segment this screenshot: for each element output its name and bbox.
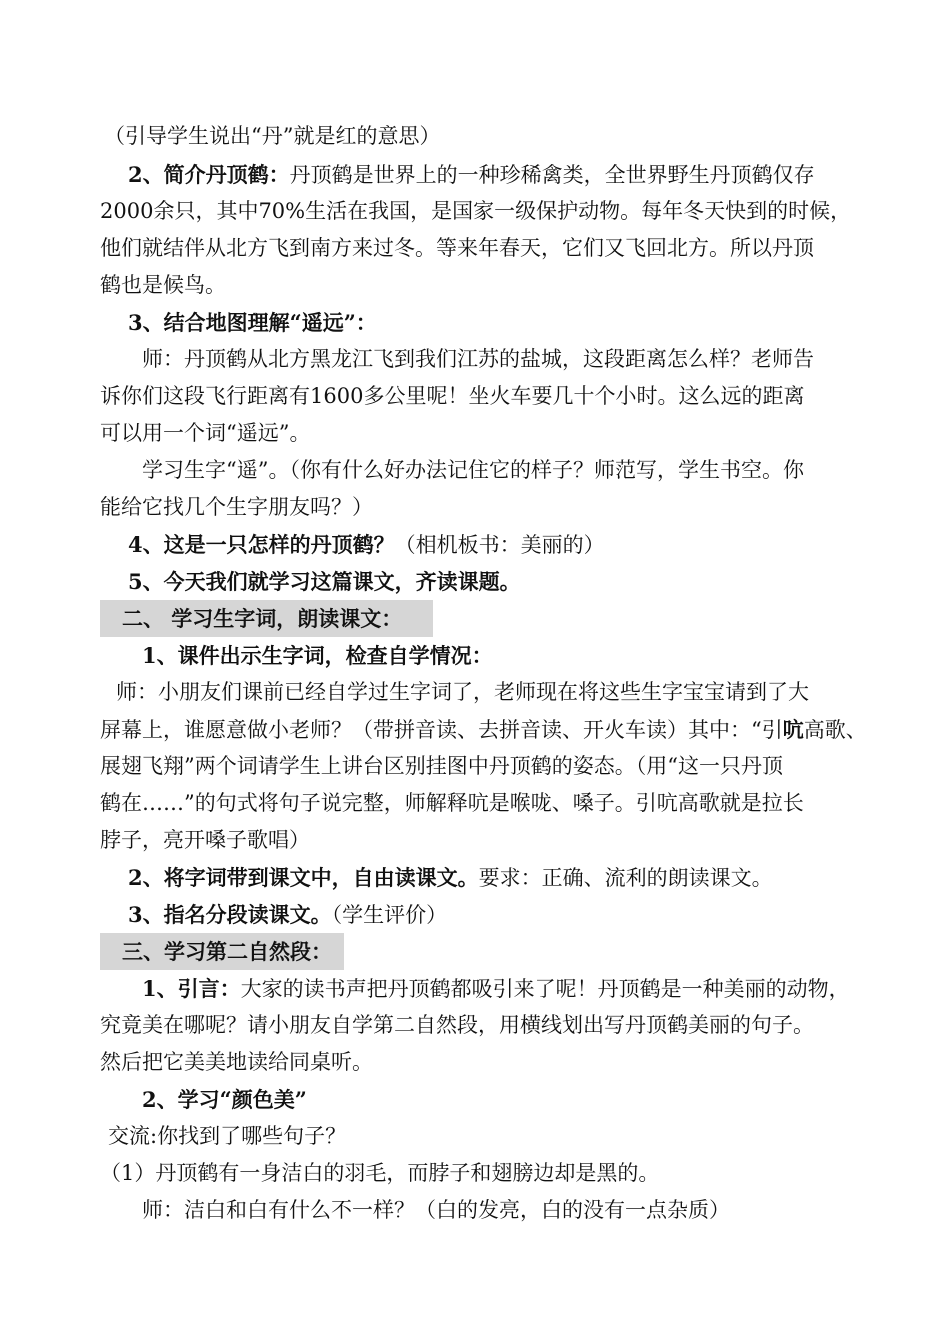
item-heading: 3、指名分段读课文。 — [128, 902, 332, 927]
paragraph-line: 展翅飞翔”两个词请学生上讲台区别挂图中丹顶鹤的姿态。（用“这一只丹顶 — [100, 754, 783, 778]
section-heading-3: 三、学习第二自然段： — [100, 933, 344, 970]
paragraph-line: 然后把它美美地读给同桌听。 — [100, 1050, 373, 1074]
item-heading: 2、简介丹顶鹤： — [128, 162, 290, 187]
item-heading: 4、这是一只怎样的丹顶鹤？ — [128, 532, 395, 557]
paragraph-line: 诉你们这段飞行距离有1600多公里呢！坐火车要几十个小时。这么远的距离 — [100, 384, 805, 408]
section-item-1: 1、引言：大家的读书声把丹顶鹤都吸引来了呢！丹顶鹤是一种美丽的动物， — [142, 976, 850, 1001]
paragraph-line: 他们就结伴从北方飞到南方来过冬。等来年春天，它们又飞回北方。所以丹顶 — [100, 236, 814, 260]
section-item-2: 2、学习“颜色美” — [142, 1087, 307, 1112]
paragraph-line: 能给它找几个生字朋友吗？） — [100, 495, 373, 519]
section-item-4: 4、这是一只怎样的丹顶鹤？（相机板书：美丽的） — [128, 532, 605, 557]
paragraph-line: （1）丹顶鹤有一身洁白的羽毛，而脖子和翅膀边却是黑的。 — [100, 1161, 660, 1185]
paragraph-line: 学习生字“遥”。（你有什么好办法记住它的样子？师范写，学生书空。你 — [142, 458, 804, 482]
paragraph-line: 交流:你找到了哪些句子？ — [108, 1124, 347, 1148]
paragraph-line: 鹤在……”的句式将句子说完整，师解释吭是喉咙、嗓子。引吭高歌就是拉长 — [100, 791, 804, 815]
section-heading-2: 二、 学习生字词，朗读课文： — [100, 600, 433, 637]
paragraph-line: 可以用一个词“遥远”。 — [100, 421, 311, 445]
section-item-1: 1、课件出示生字词，检查自学情况： — [142, 643, 493, 668]
section-item-2: 2、简介丹顶鹤：丹顶鹤是世界上的一种珍稀禽类，全世界野生丹顶鹤仅存 — [128, 162, 815, 187]
paragraph-line: 鹤也是候鸟。 — [100, 273, 226, 297]
paragraph-line: 屏幕上，谁愿意做小老师？（带拼音读、去拼音读、开火车读）其中：“引吭高歌、 — [100, 717, 867, 742]
paragraph-line: 师：丹顶鹤从北方黑龙江飞到我们江苏的盐城，这段距离怎么样？老师告 — [142, 347, 814, 371]
paragraph-line: （引导学生说出“丹”就是红的意思） — [104, 124, 441, 148]
item-heading: 2、将字词带到课文中，自由读课文。 — [128, 865, 479, 890]
section-item-3: 3、指名分段读课文。（学生评价） — [128, 902, 448, 927]
paragraph-line: 究竟美在哪呢？请小朋友自学第二自然段，用横线划出写丹顶鹤美丽的句子。 — [100, 1013, 814, 1037]
section-item-2: 2、将字词带到课文中，自由读课文。要求：正确、流利的朗读课文。 — [128, 865, 773, 890]
paragraph-line: 师：洁白和白有什么不一样？（白的发亮，白的没有一点杂质） — [142, 1198, 730, 1222]
paragraph-line: 2000余只，其中70%生活在我国，是国家一级保护动物。每年冬天快到的时候， — [100, 199, 852, 223]
paragraph-line: 脖子，亮开嗓子歌唱） — [100, 828, 310, 852]
emphasis-char: 吭 — [782, 717, 804, 742]
paragraph-line: 师：小朋友们课前已经自学过生字词了，老师现在将这些生字宝宝请到了大 — [116, 680, 809, 704]
section-item-3: 3、结合地图理解“遥远”： — [128, 310, 377, 335]
section-item-5: 5、今天我们就学习这篇课文，齐读课题。 — [128, 569, 521, 594]
item-heading: 1、引言： — [142, 976, 241, 1001]
